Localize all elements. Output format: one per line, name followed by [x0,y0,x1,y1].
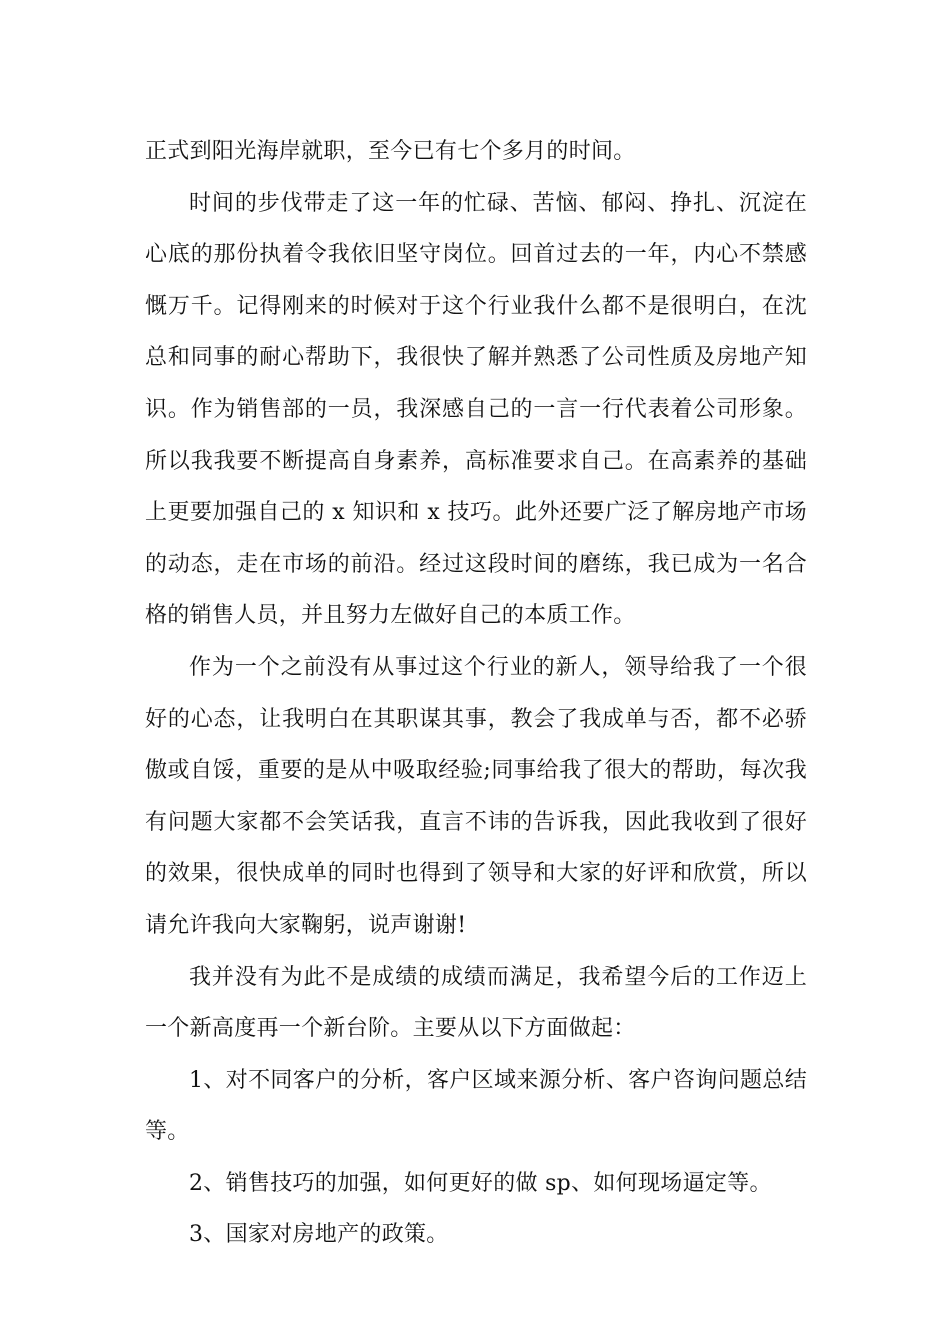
paragraph-intro: 正式到阳光海岸就职，至今已有七个多月的时间。 [145,139,636,164]
paragraph-gratitude: 作为一个之前没有从事过这个行业的新人，领导给我了一个很好的心态，让我明白在其职谋其事，教会了我成单与否，都不必骄傲或自馁，重要的是从中吸取经验;同事给我了很大的帮助，每次我有问题大家都不会笑话我，直言不讳的告诉我，因此我收到了很好的效果，很快成单的同时也得到了领导和大家的好评和欣赏，所以请允许我向大家鞠躬，说声谢谢! [145,654,807,938]
document-body [145,126,807,1261]
paragraph-goals: 我并没有为此不是成绩的成绩而满足，我希望今后的工作迈上一个新高度再一个新台阶。主要从以下方面做起： [145,964,807,1042]
list-item-1: 1、对不同客户的分析，客户区域来源分析、客户咨询问题总结等。 [145,1067,807,1145]
list-item-3: 3、国家对房地产的政策。 [189,1222,449,1248]
paragraph-reflection: 时间的步伐带走了这一年的忙碌、苦恼、郁闷、挣扎、沉淀在心底的那份执着令我依旧坚守岗位。回首过去的一年，内心不禁感慨万千。记得刚来的时候对于这个行业我什么都不是很明白，在沈总和同事的耐心帮助下，我很快了解并熟悉了公司性质及房地产知识。作为销售部的一员，我深感自己的一言一行代表着公司形象。所以我我要不断提高自身素养，高标准要求自己。在高素养的基础上更要加强自己的 x 知识和 x 技巧。此外还要广泛了解房地产市场的动态，走在市场的前沿。经过这段时间的磨练，我已成为一名合格的销售人员，并且努力左做好自己的本质工作。 [145,190,807,629]
list-item-2: 2、销售技巧的加强，如何更好的做 sp、如何现场逼定等。 [189,1170,772,1196]
